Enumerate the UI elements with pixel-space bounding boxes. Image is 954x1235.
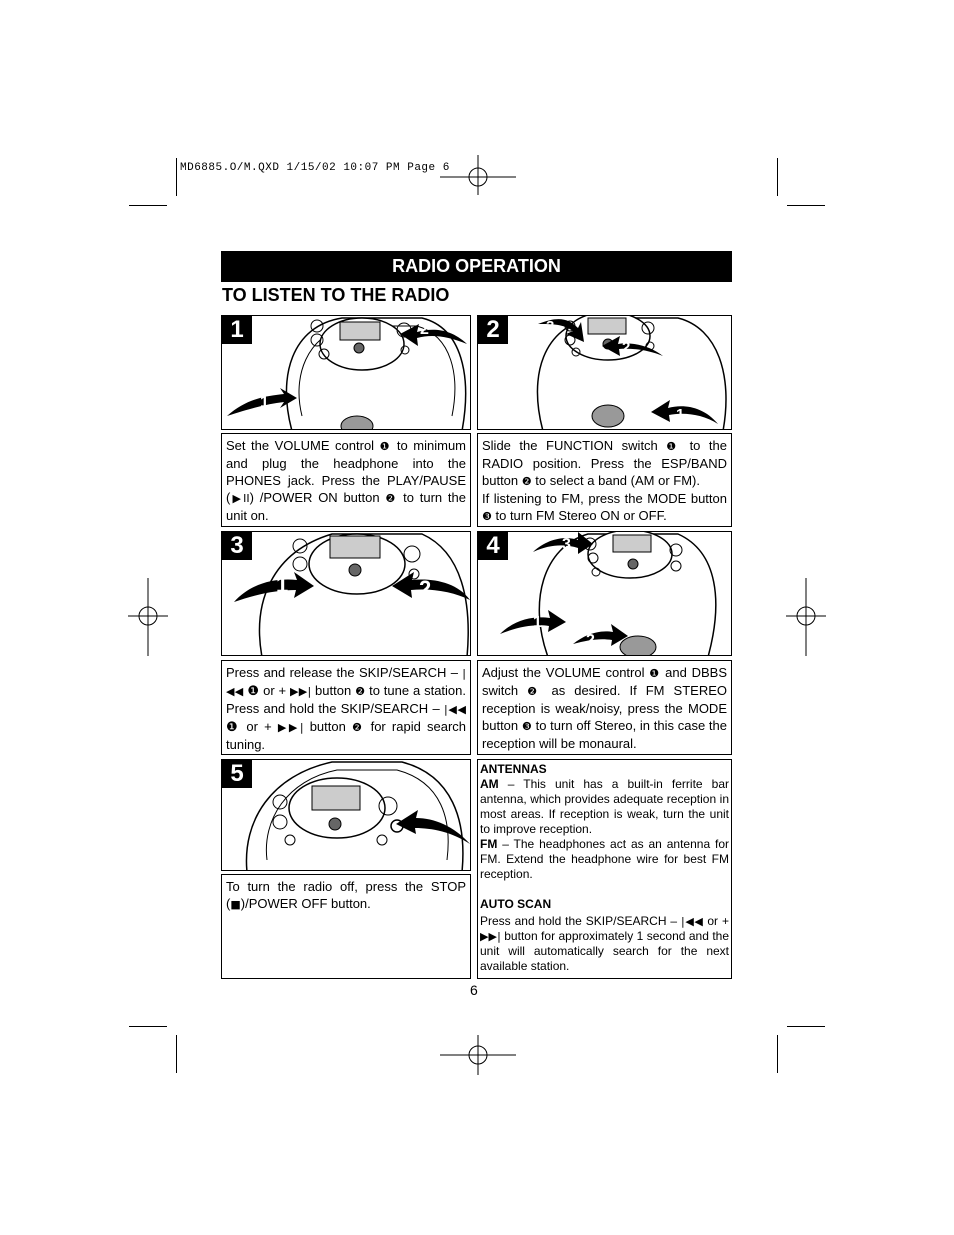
circled-3-icon: ❸ bbox=[521, 720, 532, 733]
crop-mark bbox=[787, 1026, 825, 1027]
player-drawing bbox=[222, 760, 471, 871]
registration-mark-bottom bbox=[440, 1035, 516, 1075]
circled-1-icon: ❶ bbox=[666, 440, 682, 453]
player-drawing bbox=[478, 532, 732, 656]
step-1-text-part: Set the VOLUME control bbox=[226, 438, 380, 453]
play-pause-icon: ▶II bbox=[230, 492, 250, 505]
step-2-text-part: to the RADIO position. Press the ESP/BAND button bbox=[482, 438, 727, 488]
crop-mark bbox=[176, 158, 177, 196]
fm-text: – The headphones act as an antenna for FM. Extend the headphone wire for best FM reception. bbox=[480, 837, 729, 881]
crop-mark bbox=[777, 1035, 778, 1073]
circled-2-icon: ❷ bbox=[352, 721, 365, 734]
registration-mark-left bbox=[128, 578, 168, 656]
step-2-text bbox=[477, 433, 732, 527]
callout-2: 2 bbox=[586, 632, 595, 649]
step-3-text-part: for rapid search tuning. bbox=[226, 719, 467, 752]
crop-mark bbox=[176, 1035, 177, 1073]
callout-1: 1 bbox=[533, 614, 542, 631]
page-number: 6 bbox=[470, 982, 478, 998]
callout-2: 2 bbox=[420, 321, 429, 338]
circled-3-icon: ❸ bbox=[482, 510, 492, 523]
player-drawing bbox=[222, 532, 471, 656]
registration-mark-right bbox=[786, 578, 826, 656]
step-3-text bbox=[221, 660, 471, 755]
step-4-text-part: Adjust the VOLUME control bbox=[482, 665, 650, 680]
callout-1: 1 bbox=[676, 406, 685, 423]
step-3-number: 3 bbox=[222, 532, 252, 560]
skip-forward-icon: ▶▶| bbox=[480, 930, 501, 943]
player-drawing bbox=[478, 316, 732, 430]
am-paragraph bbox=[480, 777, 729, 837]
step-3-text-part: Press and release the SKIP/SEARCH – bbox=[226, 665, 463, 680]
crop-mark bbox=[787, 205, 825, 206]
registration-mark-top bbox=[440, 155, 516, 195]
step-5-text-part: )/POWER OFF button. bbox=[240, 896, 371, 911]
stop-icon: ■ bbox=[230, 898, 241, 911]
auto-scan-text bbox=[480, 914, 729, 974]
skip-back-icon: |◀◀ bbox=[681, 915, 704, 928]
section-banner: RADIO OPERATION bbox=[221, 251, 732, 282]
callout-2: 2 bbox=[419, 576, 432, 601]
step-3-text-part: button bbox=[303, 719, 353, 734]
step-5-illustration bbox=[221, 759, 471, 871]
auto-scan-part: or + bbox=[703, 914, 729, 928]
step-2-illustration bbox=[477, 315, 732, 430]
step-4-text-part: and DBBS switch bbox=[482, 665, 727, 698]
step-1-text-part: to minimum and plug the headphone into the PHONES jack. Press the PLAY/PAUSE ( bbox=[226, 438, 467, 505]
step-1-illustration bbox=[221, 315, 471, 430]
antennas-info bbox=[477, 759, 732, 979]
skip-forward-icon: ▶▶| bbox=[277, 721, 304, 734]
step-3-text-part: to tune a station. Press and hold the SKIP/SEARCH – bbox=[226, 683, 467, 716]
fm-paragraph bbox=[480, 837, 729, 882]
skip-back-icon: |◀◀ bbox=[444, 703, 466, 716]
step-4-number: 4 bbox=[478, 532, 508, 560]
callout-1: 1 bbox=[276, 572, 289, 597]
circled-2-icon: ❷ bbox=[527, 685, 543, 698]
crop-mark bbox=[777, 158, 778, 196]
step-2-text-part: to turn FM Stereo ON or OFF. bbox=[491, 508, 667, 523]
step-3-text-part: ❶ or + bbox=[243, 683, 291, 698]
step-2-text-part: Slide the FUNCTION switch bbox=[482, 438, 667, 453]
circled-2-icon: ❷ bbox=[385, 492, 398, 505]
crop-mark bbox=[129, 205, 167, 206]
step-1-text bbox=[221, 433, 471, 527]
step-4-text bbox=[477, 660, 732, 755]
crop-mark bbox=[129, 1026, 167, 1027]
player-drawing bbox=[222, 316, 471, 430]
step-1-number: 1 bbox=[222, 316, 252, 344]
auto-scan-part: button for approximately 1 second and the unit will automatically search for the next available station. bbox=[480, 929, 729, 973]
skip-back-icon: |◀◀ bbox=[226, 667, 466, 698]
auto-scan-heading: AUTO SCAN bbox=[480, 897, 552, 911]
am-text: – This unit has a built-in ferrite bar antenna, which provides adequate reception in most areas. If reception is weak, turn the unit to improve reception. bbox=[480, 777, 729, 836]
circled-2-icon: ❷ bbox=[355, 685, 366, 698]
step-4-text-part: to turn off Stereo, in this case the reception will be monaural. bbox=[482, 718, 727, 751]
auto-scan-part: Press and hold the SKIP/SEARCH – bbox=[480, 914, 682, 928]
page-subtitle: TO LISTEN TO THE RADIO bbox=[222, 285, 450, 305]
am-label: AM bbox=[480, 777, 499, 791]
step-4-text-part: as desired. If FM STEREO reception is weak/noisy, press the MODE button bbox=[482, 683, 727, 733]
circled-1-icon: ❶ bbox=[379, 440, 392, 453]
step-3-illustration bbox=[221, 531, 471, 656]
callout-2: 2 bbox=[622, 339, 631, 356]
step-2-number: 2 bbox=[478, 316, 508, 344]
step-4-illustration bbox=[477, 531, 732, 656]
circled-2-icon: ❷ bbox=[521, 475, 532, 488]
callout-3: 3 bbox=[546, 318, 555, 335]
step-3-text-part: ❶ or + bbox=[226, 719, 278, 734]
step-1-text-part: to turn the unit on. bbox=[226, 490, 466, 523]
step-2-text-part: to select a band (AM or FM). bbox=[531, 473, 700, 488]
fm-label: FM bbox=[480, 837, 498, 851]
callout-1: 1 bbox=[260, 394, 269, 411]
step-5-number: 5 bbox=[222, 760, 252, 788]
antennas-heading: ANTENNAS bbox=[480, 762, 547, 776]
skip-forward-icon: ▶▶| bbox=[290, 685, 312, 698]
step-3-text-part: button bbox=[311, 683, 356, 698]
print-header: MD6885.O/M.QXD 1/15/02 10:07 PM Page 6 bbox=[180, 162, 450, 174]
step-5-text bbox=[221, 874, 471, 979]
step-2-text-part: If listening to FM, press the MODE button bbox=[482, 491, 727, 506]
callout-3: 3 bbox=[562, 536, 571, 553]
step-1-text-part: ) /POWER ON button bbox=[249, 490, 386, 505]
circled-1-icon: ❶ bbox=[649, 667, 661, 680]
step-5-text-part: To turn the radio off, press the STOP ( bbox=[226, 879, 466, 911]
